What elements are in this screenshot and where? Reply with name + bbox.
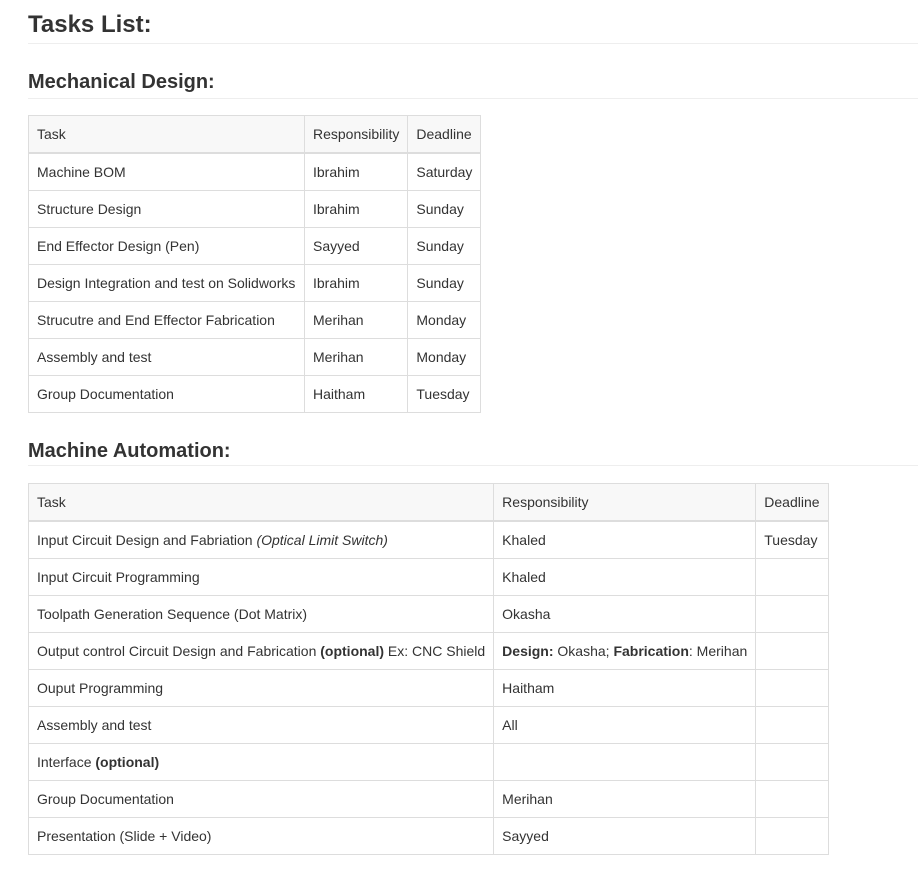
fabrication-value: : Merihan xyxy=(688,643,748,659)
responsibility-cell: Merihan xyxy=(494,781,756,818)
responsibility-cell: Haitham xyxy=(494,670,756,707)
column-header-deadline: Deadline xyxy=(408,116,481,154)
task-cell: Machine BOM xyxy=(29,153,305,191)
task-cell xyxy=(29,744,494,781)
table-header-row xyxy=(29,116,481,154)
deadline-cell xyxy=(756,707,828,744)
deadline-cell xyxy=(756,559,828,596)
deadline-cell: Sunday xyxy=(408,191,481,228)
mechanical-section-title: Mechanical Design: xyxy=(28,68,918,99)
deadline-cell xyxy=(756,596,828,633)
deadline-cell xyxy=(756,744,828,781)
deadline-cell: Monday xyxy=(408,339,481,376)
deadline-cell: Tuesday xyxy=(756,521,828,559)
deadline-cell xyxy=(756,781,828,818)
responsibility-cell: Ibrahim xyxy=(305,191,408,228)
task-cell: Assembly and test xyxy=(29,707,494,744)
responsibility-cell: Ibrahim xyxy=(305,265,408,302)
task-cell xyxy=(29,633,494,670)
column-header-deadline: Deadline xyxy=(756,484,828,522)
responsibility-cell xyxy=(494,744,756,781)
design-label: Design: xyxy=(502,643,554,659)
task-cell: Design Integration and test on Solidworks xyxy=(29,265,305,302)
table-header-row xyxy=(29,484,829,522)
deadline-cell: Sunday xyxy=(408,228,481,265)
column-header-responsibility: Responsibility xyxy=(494,484,756,522)
task-cell: Strucutre and End Effector Fabrication xyxy=(29,302,305,339)
table-row xyxy=(29,302,481,339)
table-row xyxy=(29,265,481,302)
task-text: Input Circuit Design and Fabriation xyxy=(37,532,257,548)
task-cell: Assembly and test xyxy=(29,339,305,376)
task-cell: Group Documentation xyxy=(29,376,305,413)
column-header-task: Task xyxy=(29,116,305,154)
table-row xyxy=(29,228,481,265)
task-suffix: Ex: CNC Shield xyxy=(384,643,486,659)
responsibility-cell: Haitham xyxy=(305,376,408,413)
table-row xyxy=(29,191,481,228)
document-content xyxy=(28,0,918,855)
mechanical-tasks-table xyxy=(28,115,481,413)
table-row xyxy=(29,376,481,413)
responsibility-cell: Okasha xyxy=(494,596,756,633)
task-cell: Structure Design xyxy=(29,191,305,228)
column-header-responsibility: Responsibility xyxy=(305,116,408,154)
table-row xyxy=(29,744,829,781)
table-row xyxy=(29,818,829,855)
deadline-cell: Saturday xyxy=(408,153,481,191)
responsibility-cell: Sayyed xyxy=(305,228,408,265)
optional-label: (optional) xyxy=(320,643,385,659)
responsibility-cell xyxy=(494,633,756,670)
task-text: Interface xyxy=(37,754,96,770)
automation-tasks-table xyxy=(28,483,829,855)
deadline-cell: Monday xyxy=(408,302,481,339)
task-cell: Input Circuit Programming xyxy=(29,559,494,596)
table-row xyxy=(29,781,829,818)
task-cell: Presentation (Slide + Video) xyxy=(29,818,494,855)
task-cell: End Effector Design (Pen) xyxy=(29,228,305,265)
responsibility-cell: Ibrahim xyxy=(305,153,408,191)
table-row xyxy=(29,559,829,596)
deadline-cell xyxy=(756,818,828,855)
responsibility-cell: Merihan xyxy=(305,339,408,376)
task-cell xyxy=(29,521,494,559)
optional-label: (optional) xyxy=(95,754,160,770)
task-text: Output control Circuit Design and Fabrication xyxy=(37,643,321,659)
column-header-task: Task xyxy=(29,484,494,522)
responsibility-cell: Merihan xyxy=(305,302,408,339)
automation-section-title: Machine Automation: xyxy=(28,437,918,466)
table-row xyxy=(29,633,829,670)
table-row xyxy=(29,596,829,633)
task-note: (Optical Limit Switch) xyxy=(256,532,388,548)
task-cell: Toolpath Generation Sequence (Dot Matrix) xyxy=(29,596,494,633)
table-row xyxy=(29,707,829,744)
table-row xyxy=(29,339,481,376)
deadline-cell xyxy=(756,633,828,670)
deadline-cell: Sunday xyxy=(408,265,481,302)
table-row xyxy=(29,153,481,191)
design-value: Okasha; xyxy=(553,643,614,659)
responsibility-cell: Khaled xyxy=(494,521,756,559)
page-title: Tasks List: xyxy=(28,0,918,44)
deadline-cell xyxy=(756,670,828,707)
responsibility-cell: Khaled xyxy=(494,559,756,596)
responsibility-cell: All xyxy=(494,707,756,744)
task-cell: Group Documentation xyxy=(29,781,494,818)
fabrication-label: Fabrication xyxy=(613,643,689,659)
deadline-cell: Tuesday xyxy=(408,376,481,413)
responsibility-cell: Sayyed xyxy=(494,818,756,855)
task-cell: Ouput Programming xyxy=(29,670,494,707)
table-row xyxy=(29,670,829,707)
table-row xyxy=(29,521,829,559)
